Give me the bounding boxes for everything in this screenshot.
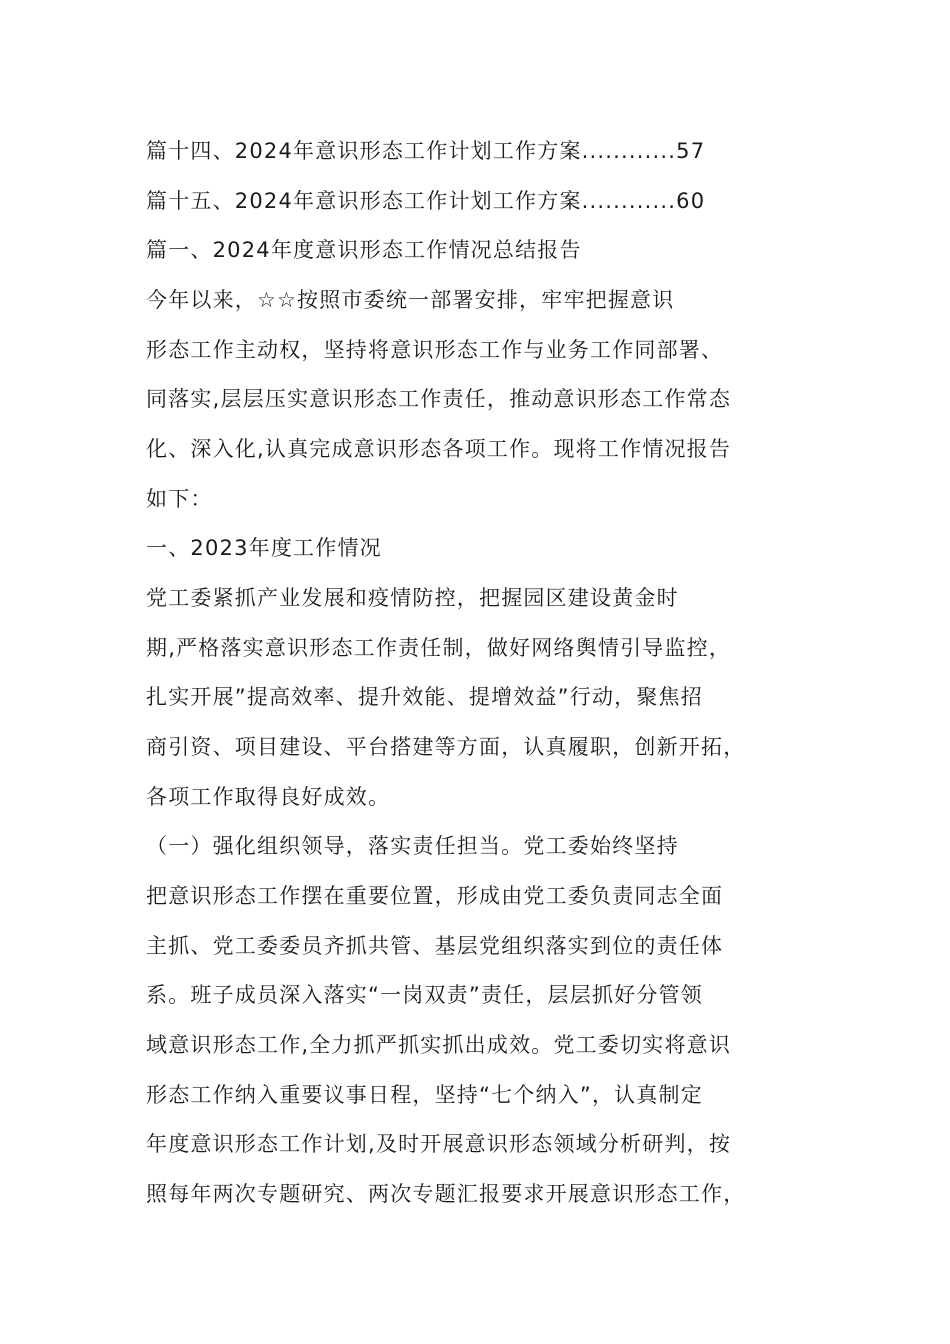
body-line: 扎实开展”提高效率、提升效能、提增效益”行动，聚焦招 bbox=[146, 685, 703, 709]
chapter-title: 篇一、2024年度意识形态工作情况总结报告 bbox=[146, 238, 582, 262]
body-line: 照每年两次专题研究、两次专题汇报要求开展意识形态工作， bbox=[146, 1182, 746, 1206]
body-line: 如下： bbox=[146, 487, 213, 511]
body-line: 期,严格落实意识形态工作责任制，做好网络舆情引导监控， bbox=[146, 636, 732, 660]
body-line: 同落实,层层压实意识形态工作责任，推动意识形态工作常态 bbox=[146, 387, 732, 411]
body-line: 形态工作纳入重要议事日程，坚持“七个纳入”，认真制定 bbox=[146, 1083, 703, 1107]
body-line: 今年以来，☆☆按照市委统一部署安排，牢牢把握意识 bbox=[146, 288, 675, 312]
body-line: 商引资、项目建设、平台搭建等方面，认真履职，创新开拓， bbox=[146, 735, 746, 759]
body-line: 把意识形态工作摆在重要位置，形成由党工委负责同志全面 bbox=[146, 884, 724, 908]
body-line: 形态工作主动权，坚持将意识形态工作与业务工作同部署、 bbox=[146, 338, 724, 362]
subsection-line: （一）强化组织领导，落实责任担当。党工委始终坚持 bbox=[146, 834, 679, 858]
body-line: 系。班子成员深入落实“一岗双责”责任，层层抓好分管领 bbox=[146, 983, 703, 1007]
toc-entry-15: 篇十五、2024年意识形态工作计划工作方案............60 bbox=[146, 189, 706, 213]
toc-entry-14: 篇十四、2024年意识形态工作计划工作方案............57 bbox=[146, 139, 706, 163]
section-heading: 一、2023年度工作情况 bbox=[146, 536, 382, 560]
body-line: 主抓、党工委委员齐抓共管、基层党组织落实到位的责任体 bbox=[146, 934, 724, 958]
body-line: 域意识形态工作,全力抓严抓实抓出成效。党工委切实将意识 bbox=[146, 1033, 732, 1057]
body-line: 年度意识形态工作计划,及时开展意识形态领域分析研判，按 bbox=[146, 1132, 732, 1156]
body-line: 各项工作取得良好成效。 bbox=[146, 785, 391, 809]
body-line: 党工委紧抓产业发展和疫情防控，把握园区建设黄金时 bbox=[146, 586, 679, 610]
body-line: 化、深入化,认真完成意识形态各项工作。现将工作情况报告 bbox=[146, 437, 732, 461]
